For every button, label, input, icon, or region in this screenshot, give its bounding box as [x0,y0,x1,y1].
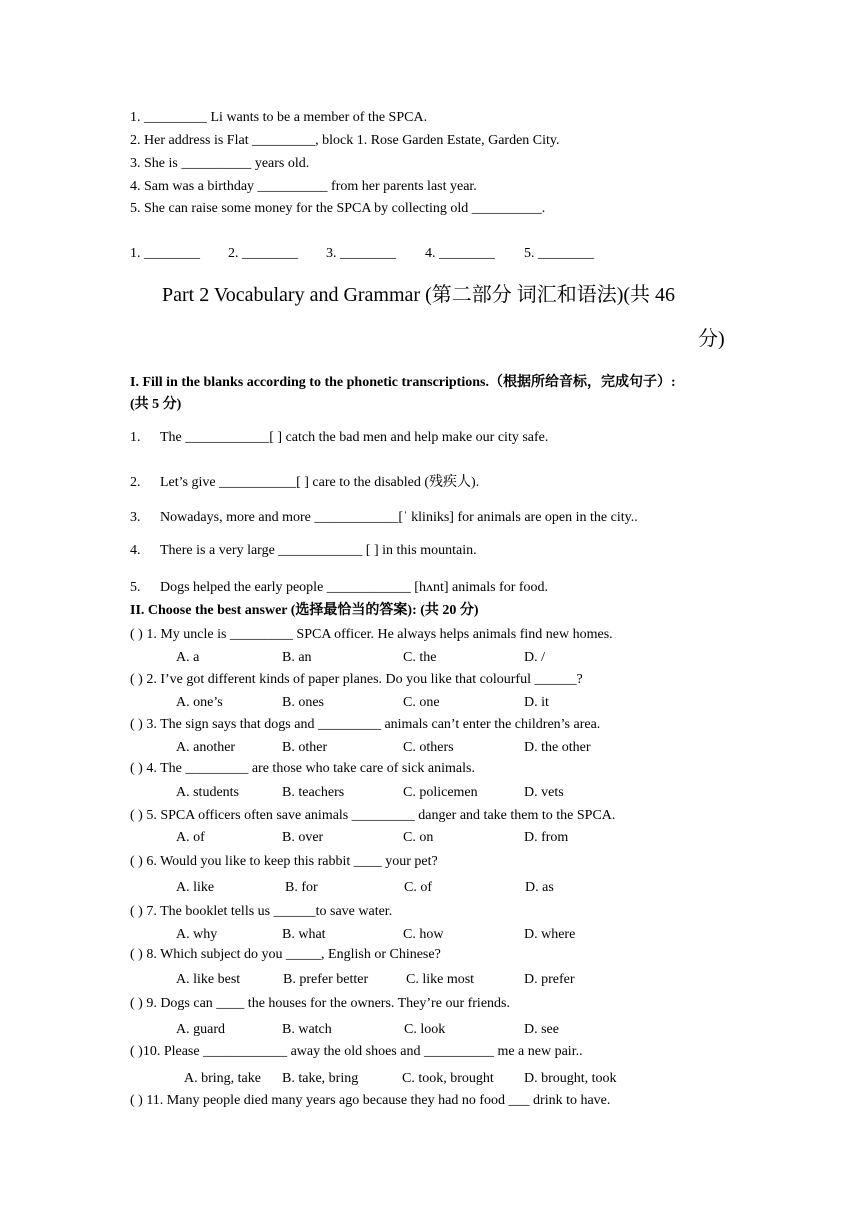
option-a: A. students [176,785,239,800]
option-d: D. prefer [524,972,575,987]
option-a: A. like [176,880,215,895]
answer-blank-3: 3. ________ [326,246,396,261]
question-4: ( ) 4. The _________ are those who take care of sick animals. [130,761,475,776]
part1-line-2: 2. Her address is Flat _________, block 1. Rose Garden Estate, Garden City. [130,133,560,148]
phonetic-item-text: Let’s give ___________[ ] care to the disabled (残疾人). [160,475,480,490]
option-a: A. another [176,740,236,755]
option-d: D. where [524,927,576,942]
question-10: ( )10. Please ____________ away the old shoes and __________ me a new pair.. [130,1044,583,1059]
option-c: C. took, brought [402,1071,494,1086]
phonetic-item-number: 2. [130,475,141,490]
question-7: ( ) 7. The booklet tells us ______to save water. [130,904,393,919]
option-a: A. a [176,650,200,665]
section2-heading: II. Choose the best answer (选择最恰当的答案): (共 20 分) [130,603,479,618]
option-d: D. it [524,695,549,710]
phonetic-item-text: Nowadays, more and more ____________[ˈ kliniks] for animals are open in the city.. [160,510,638,525]
option-a: A. one’s [176,695,223,710]
question-11: ( ) 11. Many people died many years ago because they had no food ___ drink to have. [130,1093,611,1108]
option-b: B. over [282,830,324,845]
option-c: C. on [403,830,434,845]
option-a: A. guard [176,1022,225,1037]
option-b: B. for [285,880,318,895]
option-b: B. what [282,927,326,942]
question-2: ( ) 2. I’ve got different kinds of paper planes. Do you like that colourful ______? [130,672,583,687]
phonetic-item-text: There is a very large ____________ [ ] in this mountain. [160,543,477,558]
question-8: ( ) 8. Which subject do you _____, English or Chinese? [130,947,441,962]
option-d: D. the other [524,740,591,755]
option-c: C. others [403,740,454,755]
question-6: ( ) 6. Would you like to keep this rabbit ____ your pet? [130,854,438,869]
part2-title: Part 2 Vocabulary and Grammar (第二部分 词汇和语法)(共 46 [162,284,676,306]
option-c: C. the [403,650,437,665]
part1-line-5: 5. She can raise some money for the SPCA by collecting old __________. [130,201,546,216]
section1-heading: I. Fill in the blanks according to the phonetic transcriptions.（根据所给音标，完成句子）: [130,375,676,390]
option-a: A. like best [176,972,241,987]
option-b: B. take, bring [282,1071,359,1086]
phonetic-item-text: The ____________[ ] catch the bad men and help make our city safe. [160,430,549,445]
part1-line-1: 1. _________ Li wants to be a member of the SPCA. [130,110,428,125]
option-d: D. from [524,830,569,845]
phonetic-item-number: 1. [130,430,141,445]
question-5: ( ) 5. SPCA officers often save animals _________ danger and take them to the SPCA. [130,808,616,823]
option-b: B. ones [282,695,324,710]
option-d: D. / [524,650,545,665]
option-b: B. other [282,740,328,755]
question-9: ( ) 9. Dogs can ____ the houses for the owners. They’re our friends. [130,996,510,1011]
phonetic-item-text: Dogs helped the early people ____________ [hʌnt] animals for food. [160,580,549,595]
option-d: D. brought, took [524,1071,617,1086]
answer-blank-2: 2. ________ [228,246,298,261]
answer-blank-1: 1. ________ [130,246,200,261]
option-c: C. one [403,695,440,710]
part1-line-4: 4. Sam was a birthday __________ from her parents last year. [130,179,477,194]
option-b: B. teachers [282,785,345,800]
option-b: B. prefer better [283,972,369,987]
option-c: C. how [403,927,444,942]
option-a: A. bring, take [184,1071,261,1086]
option-c: C. like most [406,972,475,987]
option-a: A. of [176,830,205,845]
phonetic-item-number: 5. [130,580,141,595]
answer-blank-4: 4. ________ [425,246,495,261]
option-a: A. why [176,927,218,942]
option-b: B. an [282,650,312,665]
option-d: D. as [525,880,554,895]
part2-title-continued: 分) [698,328,725,350]
option-d: D. see [524,1022,559,1037]
section1-heading-points: (共 5 分) [130,397,182,412]
option-c: C. look [404,1022,446,1037]
part1-line-3: 3. She is __________ years old. [130,156,310,171]
option-b: B. watch [282,1022,332,1037]
answer-blank-5: 5. ________ [524,246,594,261]
option-c: C. of [404,880,432,895]
option-c: C. policemen [403,785,478,800]
question-1: ( ) 1. My uncle is _________ SPCA officer. He always helps animals find new homes. [130,627,613,642]
question-3: ( ) 3. The sign says that dogs and _________ animals can’t enter the children’s area. [130,717,601,732]
option-d: D. vets [524,785,564,800]
phonetic-item-number: 3. [130,510,141,525]
phonetic-item-number: 4. [130,543,141,558]
